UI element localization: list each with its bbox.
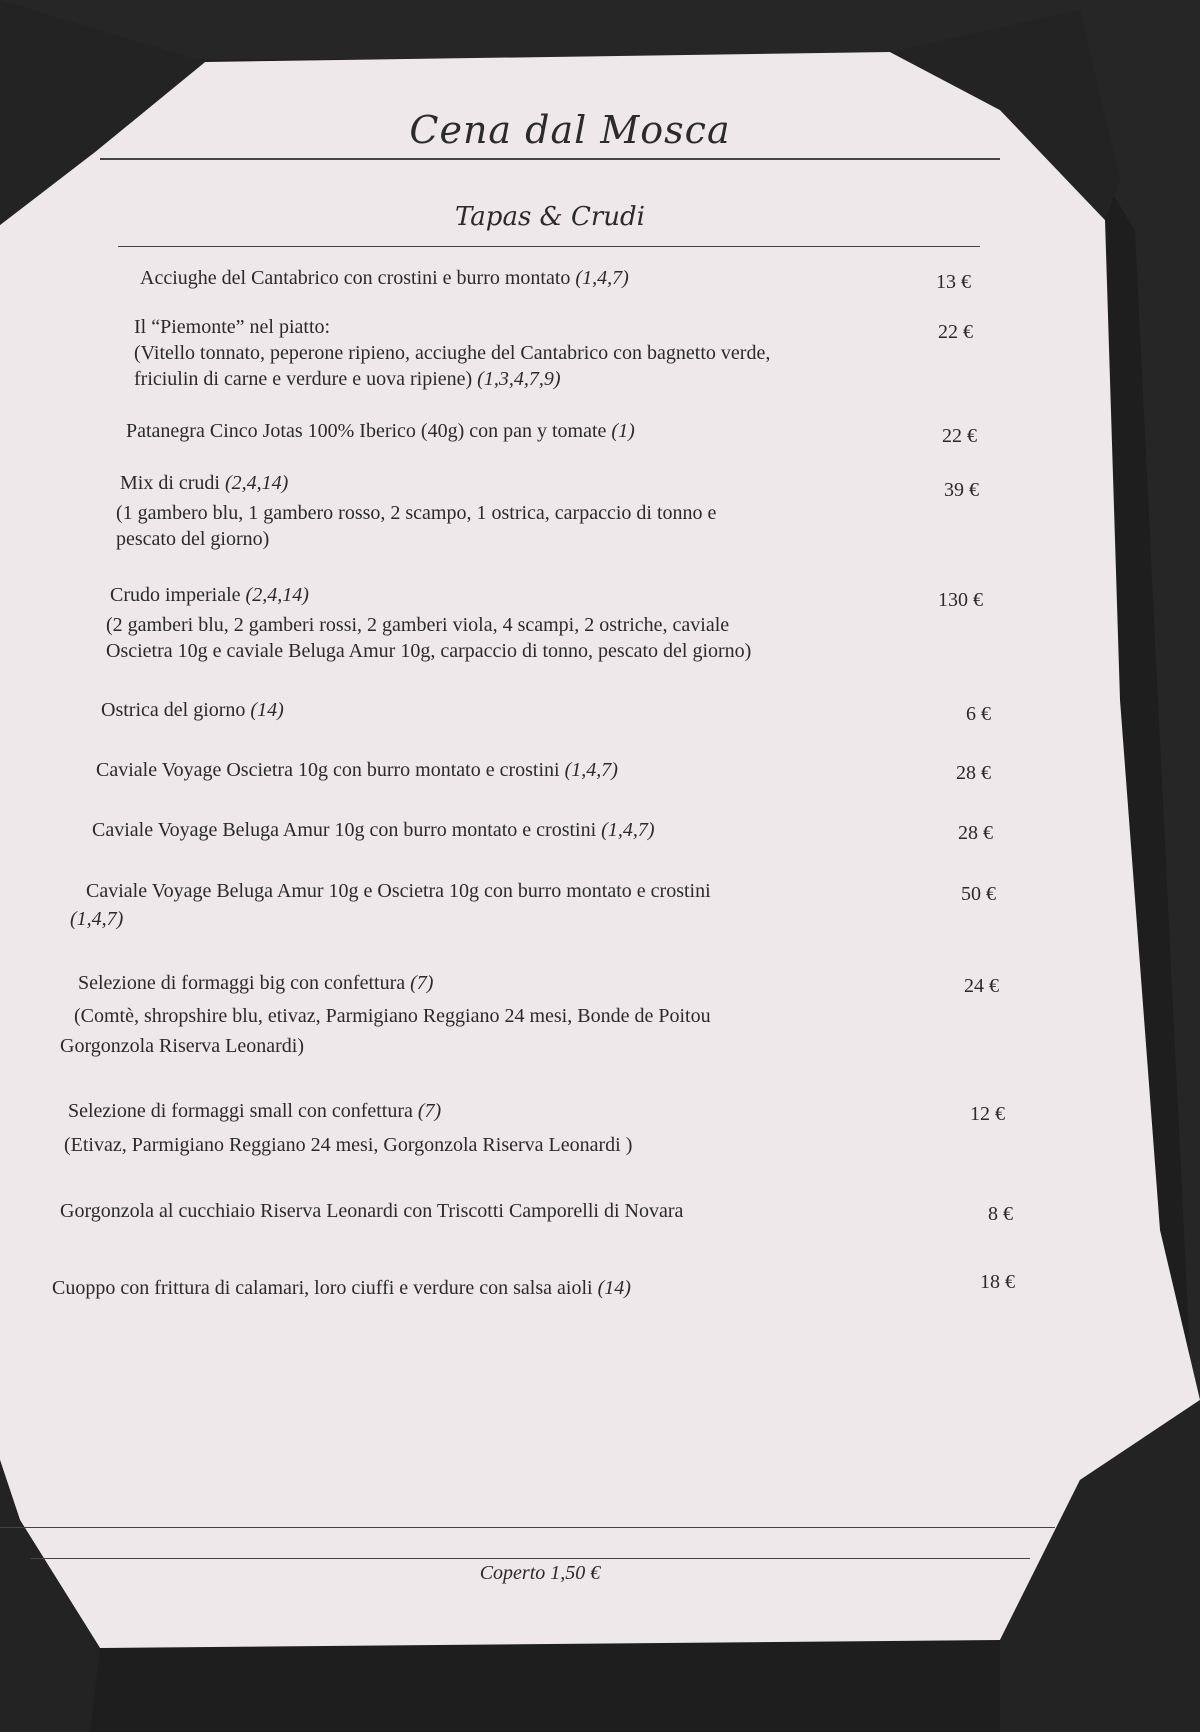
item-price: 39 € [944,479,979,501]
item-price: 8 € [988,1203,1013,1225]
item-price: 130 € [938,589,983,611]
menu-item-description-block [70,906,123,932]
menu-item [110,582,309,608]
menu-item [101,697,284,723]
item-description: Oscietra 10g e caviale Beluga Amur 10g, carpaccio di tonno, pescato del giorno) [106,640,752,662]
menu-item-description-block [74,1003,711,1029]
item-name: Selezione di formaggi small con confettura [68,1100,413,1122]
item-name: Gorgonzola al cucchiaio Riserva Leonardi con Triscotti Camporelli di Novara [60,1200,684,1222]
cover-charge-note: Coperto 1,50 € [479,1562,601,1584]
item-name: Ostrica del giorno [101,699,246,721]
item-allergens: (1,4,7) [564,759,618,781]
item-name: Crudo imperiale [110,584,241,606]
item-description: friciulin di carne e verdure e uova ripiene) [134,368,473,390]
menu-item-description-block [116,500,716,552]
item-price: 6 € [966,703,991,725]
item-price: 18 € [980,1271,1015,1293]
item-description: Gorgonzola Riserva Leonardi) [60,1035,304,1057]
item-name: Caviale Voyage Oscietra 10g con burro montato e crostini [96,759,560,781]
section-divider [118,246,980,247]
menu-item-description-block [60,1033,304,1059]
menu-item [60,1198,683,1224]
item-price: 22 € [938,321,973,343]
item-name: Caviale Voyage Beluga Amur 10g con burro montato e crostini [92,819,597,841]
item-allergens: (1,4,7) [575,267,629,289]
item-name: Cuoppo con frittura di calamari, loro ciuffi e verdure con salsa aioli [52,1277,593,1299]
item-description: (1 gambero blu, 1 gambero rosso, 2 scampo, 1 ostrica, carpaccio di tonno e [116,502,717,524]
menu-item [78,970,433,996]
menu-item [86,878,711,904]
menu-item [68,1098,441,1124]
item-price: 50 € [961,883,996,905]
item-allergens: (7) [410,972,434,994]
item-price: 28 € [956,762,991,784]
menu-item [96,757,618,783]
item-name: Patanegra Cinco Jotas 100% Iberico (40g) con pan y tomate [126,420,607,442]
menu-item [52,1275,631,1301]
item-name: Acciughe del Cantabrico con crostini e burro montato [140,267,571,289]
item-description: (Etivaz, Parmigiano Reggiano 24 mesi, Gorgonzola Riserva Leonardi ) [64,1134,633,1156]
item-allergens: (2,4,14) [245,584,309,606]
item-allergens: (1,4,7) [70,908,124,930]
title-divider [100,158,1000,160]
item-price: 12 € [970,1103,1005,1125]
menu-title: Cena dal Mosca [409,108,731,152]
item-allergens: (1,3,4,7,9) [477,368,561,390]
item-price: 28 € [958,822,993,844]
item-description: (Vitello tonnato, peperone ripieno, acciughe del Cantabrico con bagnetto verde, [134,342,771,364]
item-price: 22 € [942,425,977,447]
item-name: Mix di crudi [120,472,220,494]
item-description: (Comtè, shropshire blu, etivaz, Parmigiano Reggiano 24 mesi, Bonde de Poitou [74,1005,711,1027]
section-title: Tapas & Crudi [454,202,645,232]
menu-item [92,817,655,843]
item-description: (2 gamberi blu, 2 gamberi rossi, 2 gamberi viola, 4 scampi, 2 ostriche, caviale [106,614,730,636]
item-name: Il “Piemonte” nel piatto: [134,316,331,338]
footer-divider-top [0,1527,1055,1528]
item-allergens: (2,4,14) [225,472,289,494]
footer-divider-bottom [30,1558,1030,1559]
item-description: pescato del giorno) [116,528,270,550]
item-allergens: (1,4,7) [601,819,655,841]
item-price: 13 € [936,271,971,293]
menu-item [126,418,635,444]
item-allergens: (14) [250,699,284,721]
menu-item-description-block [106,612,751,664]
menu-item-description-block [64,1132,632,1158]
menu-item [120,470,288,496]
item-price: 24 € [964,975,999,997]
menu-item [134,314,770,392]
item-allergens: (7) [417,1100,442,1122]
item-name: Selezione di formaggi big con confettura [78,972,406,994]
item-allergens: (1) [611,420,635,442]
item-name: Caviale Voyage Beluga Amur 10g e Oscietra 10g con burro montato e crostini [86,880,711,902]
item-allergens: (14) [597,1277,631,1299]
menu-item [140,265,629,291]
